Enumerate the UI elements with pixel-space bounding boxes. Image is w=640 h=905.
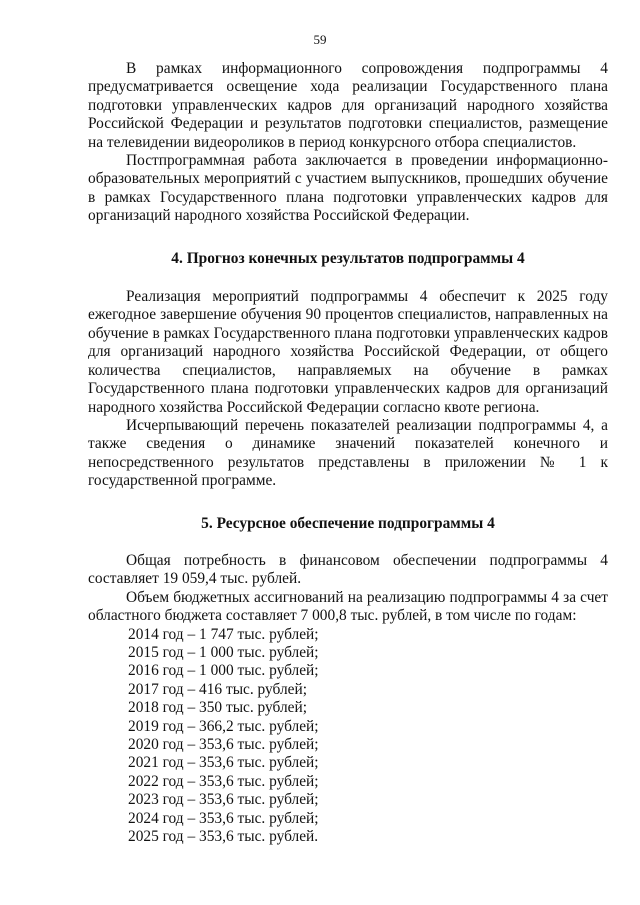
budget-year-item: 2023 год – 353,6 тыс. рублей; bbox=[128, 791, 319, 809]
budget-year-item: 2024 год – 353,6 тыс. рублей; bbox=[128, 809, 319, 827]
budget-year-item: 2020 год – 353,6 тыс. рублей; bbox=[128, 736, 319, 753]
budget-year-item: 2014 год – 1 747 тыс. рублей; bbox=[128, 625, 319, 643]
section-5-heading: 5. Ресурсное обеспечение подпрограммы 4 bbox=[201, 514, 495, 532]
intro-paragraph-1: В рамках информационного сопровождения подпрограммы 4 предусматривается освещение хода реализации Государственного плана подготовки управленческих кадров для организаций народного хозяйства Российской Федерации и результатов подготовки специалистов, размещение на телевидении видеороликов в период конкурсного отбора специалистов. bbox=[88, 60, 608, 151]
budget-year-item: 2019 год – 366,2 тыс. рублей; bbox=[128, 717, 319, 735]
budget-year-item: 2016 год – 1 000 тыс. рублей; bbox=[128, 662, 319, 680]
section-4-heading: 4. Прогноз конечных результатов подпрограммы 4 bbox=[171, 249, 525, 267]
intro-paragraph-2: Постпрограммная работа заключается в проведении информационно-образовательных мероприятий с участием выпускников, прошедших обучение в рамках Государственного плана подготовки управленческих кадров для организаций народного хозяйства Российской Федерации. bbox=[88, 152, 608, 225]
budget-year-item: 2018 год – 350 тыс. рублей; bbox=[128, 699, 308, 717]
budget-year-item: 2021 год – 353,6 тыс. рублей; bbox=[128, 754, 319, 772]
budget-year-item: 2022 год – 353,6 тыс. рублей; bbox=[128, 772, 319, 790]
budget-year-item: 2017 год – 416 тыс. рублей; bbox=[128, 680, 308, 698]
document-body bbox=[88, 60, 608, 846]
page-number: 59 bbox=[313, 32, 327, 47]
budget-by-year-list bbox=[88, 626, 608, 847]
section-5-paragraph-1: Общая потребность в финансовом обеспечении подпрограммы 4 составляет 19 059,4 тыс. рублей. bbox=[88, 551, 608, 588]
budget-year-item: 2015 год – 1 000 тыс. рублей; bbox=[128, 643, 319, 661]
section-5-paragraph-2: Объем бюджетных ассигнований на реализацию подпрограммы 4 за счет областного бюджета составляет 7 000,8 тыс. рублей, в том числе по годам: bbox=[88, 588, 608, 625]
section-4-paragraph-1: Реализация мероприятий подпрограммы 4 обеспечит к 2025 году ежегодное завершение обучения 90 процентов специалистов, направленных на обучение в рамках Государственного плана подготовки управленческих кадров для организаций народного хозяйства Российской Федерации, от общего количества специалистов, направляемых на обучение в рамках Государственного плана подготовки управленческих кадров для организаций народного хозяйства Российской Федерации согласно квоте региона. bbox=[88, 288, 608, 416]
budget-year-item: 2025 год – 353,6 тыс. рублей. bbox=[128, 828, 319, 846]
section-4-paragraph-2: Исчерпывающий перечень показателей реализации подпрограммы 4, а также сведения о динамике значений показателей конечного и непосредственного результатов представлены в приложении № 1 к государственной программе. bbox=[88, 416, 608, 490]
